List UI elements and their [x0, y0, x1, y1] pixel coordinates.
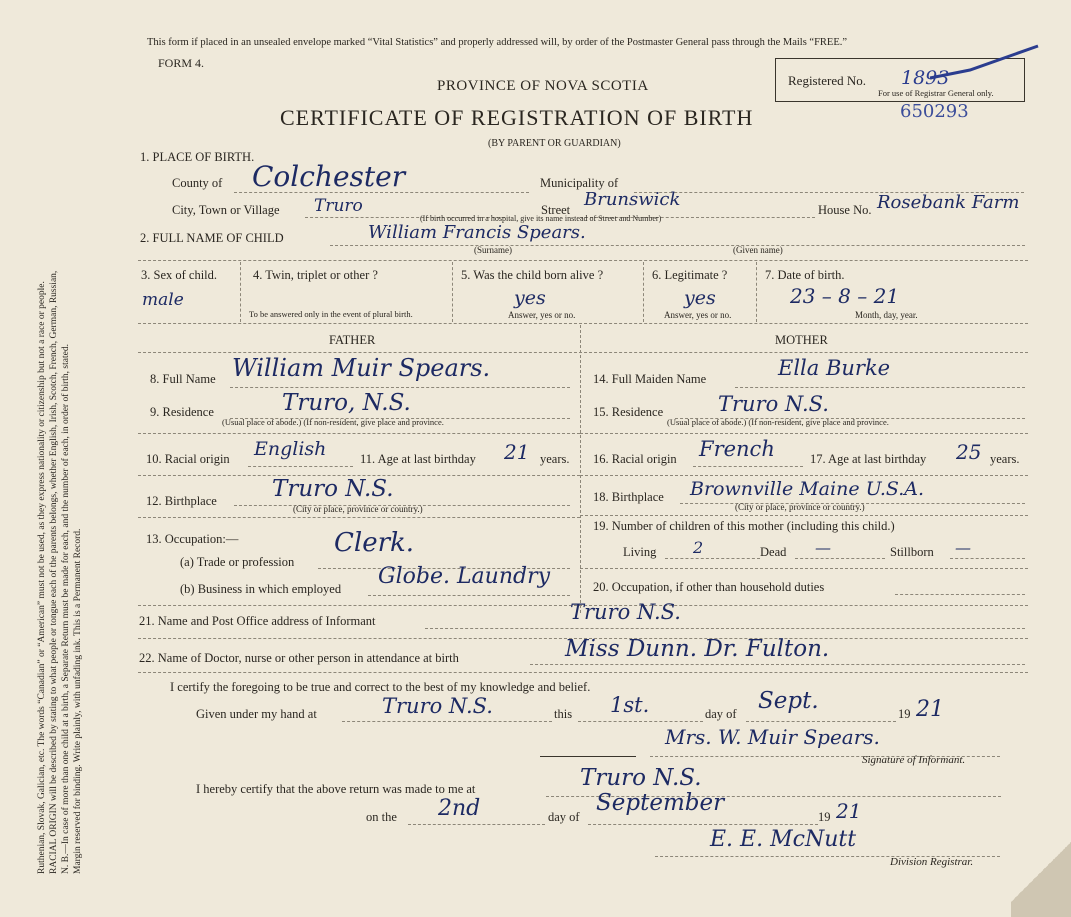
- father-residence-note: (Usual place of abode.) (If non-resident, give place and province.: [222, 417, 444, 427]
- given-month-value: Sept.: [758, 688, 819, 714]
- father-birthplace-label: 12. Birthplace: [146, 494, 217, 508]
- mother-birthplace-value: Brownville Maine U.S.A.: [690, 478, 925, 500]
- mother-name-label: 14. Full Maiden Name: [593, 372, 707, 386]
- registered-note: For use of Registrar General only.: [878, 88, 994, 98]
- father-name-value: William Muir Spears.: [232, 354, 491, 382]
- given-label: Given under my hand at: [196, 707, 317, 721]
- father-trade-value: Clerk.: [334, 528, 415, 558]
- father-occupation-label: 13. Occupation:—: [146, 532, 239, 546]
- place-heading: 1. PLACE OF BIRTH.: [140, 150, 255, 164]
- registered-number: 1893: [901, 67, 950, 89]
- province-heading: PROVINCE OF NOVA SCOTIA: [437, 78, 649, 94]
- given-year-prefix: 19: [898, 707, 911, 721]
- sex-value: male: [142, 290, 184, 310]
- county-label: County of: [172, 176, 223, 190]
- living-label: Living: [623, 545, 657, 559]
- child-name-label: 2. FULL NAME OF CHILD: [140, 231, 284, 245]
- document-title: CERTIFICATE OF REGISTRATION OF BIRTH: [280, 105, 754, 130]
- county-value: Colchester: [252, 160, 406, 193]
- informant-signature: Mrs. W. Muir Spears.: [665, 725, 880, 749]
- municipality-label: Municipality of: [540, 176, 619, 190]
- doctor-label: 22. Name of Doctor, nurse or other person in attendance at birth: [139, 651, 459, 665]
- living-value: 2: [693, 538, 704, 557]
- doctor-value: Miss Dunn. Dr. Fulton.: [565, 636, 830, 662]
- stillborn-label: Stillborn: [890, 545, 934, 559]
- registrar-day-of-label: day of: [548, 810, 580, 824]
- given-day-value: 1st.: [610, 693, 650, 717]
- registrar-year-prefix: 19: [818, 810, 831, 824]
- mother-occupation-label: 20. Occupation, if other than household duties: [593, 580, 825, 594]
- surname-note: (Surname): [474, 245, 512, 255]
- margin-note-2: RACIAL ORIGIN will be described by stating to what people or tongue each of the parents belongs, whether English, Irish, Scotch, French, German, Russian,: [49, 270, 59, 874]
- registrar-on-label: on the: [366, 810, 397, 824]
- registrar-signature-label: Division Registrar.: [890, 856, 974, 868]
- mother-years-label: years.: [990, 452, 1020, 466]
- mother-header: MOTHER: [775, 333, 828, 347]
- father-business-label: (b) Business in which employed: [180, 582, 342, 596]
- dead-label: Dead: [760, 545, 787, 559]
- mother-racial-value: French: [699, 437, 775, 461]
- father-business-value: Globe. Laundry: [378, 564, 551, 589]
- father-age-label: 11. Age at last birthday: [360, 452, 476, 466]
- legitimate-note: Answer, yes or no.: [664, 310, 732, 320]
- father-residence-value: Truro, N.S.: [282, 390, 411, 416]
- stillborn-value: —: [955, 538, 971, 557]
- margin-notes: [36, 74, 84, 874]
- father-birthplace-note: (City or place, province or country.): [293, 504, 423, 514]
- twin-label: 4. Twin, triplet or other ?: [253, 268, 378, 282]
- alive-value: yes: [514, 287, 546, 309]
- margin-note-4: Margin reserved for binding. Write plainly, with unfading ink. This is a Permanent Record.: [73, 528, 83, 874]
- given-name-note: (Given name): [733, 245, 783, 255]
- informant-label: 21. Name and Post Office address of Informant: [139, 614, 376, 628]
- city-value: Truro: [314, 196, 363, 216]
- check-mark-icon: [910, 40, 1050, 90]
- father-birthplace-value: Truro N.S.: [272, 476, 394, 502]
- dob-note: Month, day, year.: [855, 310, 918, 320]
- mother-residence-value: Truro N.S.: [718, 392, 829, 416]
- mother-residence-label: 15. Residence: [593, 405, 664, 419]
- registrar-signature: E. E. McNutt: [710, 827, 857, 852]
- mother-age-label: 17. Age at last birthday: [810, 452, 927, 466]
- child-name-value: William Francis Spears.: [368, 222, 586, 243]
- mother-birthplace-label: 18. Birthplace: [593, 490, 664, 504]
- alive-label: 5. Was the child born alive ?: [461, 268, 604, 282]
- legitimate-value: yes: [684, 287, 716, 309]
- dob-label: 7. Date of birth.: [765, 268, 845, 282]
- sex-label: 3. Sex of child.: [141, 268, 218, 282]
- house-value: Rosebank Farm: [877, 192, 1020, 213]
- mother-birthplace-note: (City or place, province or country.): [735, 502, 865, 512]
- street-note: (If birth occurred in a hospital, give its name instead of Street and Number): [420, 214, 662, 223]
- twin-note: To be answered only in the event of plural birth.: [249, 309, 413, 319]
- registrar-year-value: 21: [836, 799, 862, 823]
- informant-signature-label: Signature of Informant.: [862, 754, 966, 766]
- father-racial-value: English: [254, 438, 327, 460]
- page-corner-fold: [1011, 827, 1071, 917]
- mother-name-value: Ella Burke: [778, 356, 891, 380]
- father-racial-label: 10. Racial origin: [146, 452, 230, 466]
- house-label: House No.: [818, 203, 872, 217]
- dead-value: —: [815, 538, 831, 557]
- margin-note-3: N. B.—In case of more than one child at a birth, a Separate Return must be made for each, and the number of each, in order of birth, stated.: [61, 344, 71, 874]
- city-label: City, Town or Village: [172, 203, 280, 217]
- father-age-value: 21: [504, 440, 530, 464]
- mother-children-label: 19. Number of children of this mother (including this child.): [593, 519, 895, 533]
- father-name-label: 8. Full Name: [150, 372, 216, 386]
- mother-racial-label: 16. Racial origin: [593, 452, 677, 466]
- father-header: FATHER: [329, 333, 376, 347]
- certify-text: I certify the foregoing to be true and correct to the best of my knowledge and belief.: [170, 680, 591, 694]
- mother-residence-note: (Usual place of abode.) (If non-resident, give place and province.: [667, 417, 889, 427]
- father-trade-label: (a) Trade or profession: [180, 555, 295, 569]
- registrar-place-value: Truro N.S.: [580, 765, 702, 791]
- street-label: Street: [541, 203, 571, 217]
- registrar-day-value: 2nd: [438, 796, 481, 821]
- document-subtitle: (BY PARENT OR GUARDIAN): [488, 138, 621, 149]
- legitimate-label: 6. Legitimate ?: [652, 268, 728, 282]
- informant-value: Truro N.S.: [570, 600, 681, 624]
- dob-value: 23 – 8 – 21: [790, 284, 900, 308]
- this-label: this: [554, 707, 573, 721]
- father-years-label: years.: [540, 452, 570, 466]
- margin-note-1: Ruthenian, Slovak, Galician, etc. The words “Canadian” or “American” must not be used, as they express nationality or citizenship but not a race or people.: [37, 281, 47, 874]
- given-day-of-label: day of: [705, 707, 737, 721]
- stamp-number: 650293: [900, 101, 969, 122]
- alive-note: Answer, yes or no.: [508, 310, 576, 320]
- mother-age-value: 25: [956, 440, 982, 464]
- father-residence-label: 9. Residence: [150, 405, 214, 419]
- registrar-text: I hereby certify that the above return was made to me at: [196, 782, 476, 796]
- given-place-value: Truro N.S.: [382, 694, 493, 718]
- postal-notice: This form if placed in an unsealed envelope marked “Vital Statistics” and properly addressed will, by order of the Postmaster General pass through the Mails “FREE.”: [147, 37, 848, 48]
- street-value: Brunswick: [584, 189, 681, 210]
- form-number: FORM 4.: [158, 56, 205, 70]
- given-year-value: 21: [916, 697, 944, 722]
- registered-label: Registered No.: [788, 73, 866, 88]
- registrar-month-value: September: [596, 790, 725, 816]
